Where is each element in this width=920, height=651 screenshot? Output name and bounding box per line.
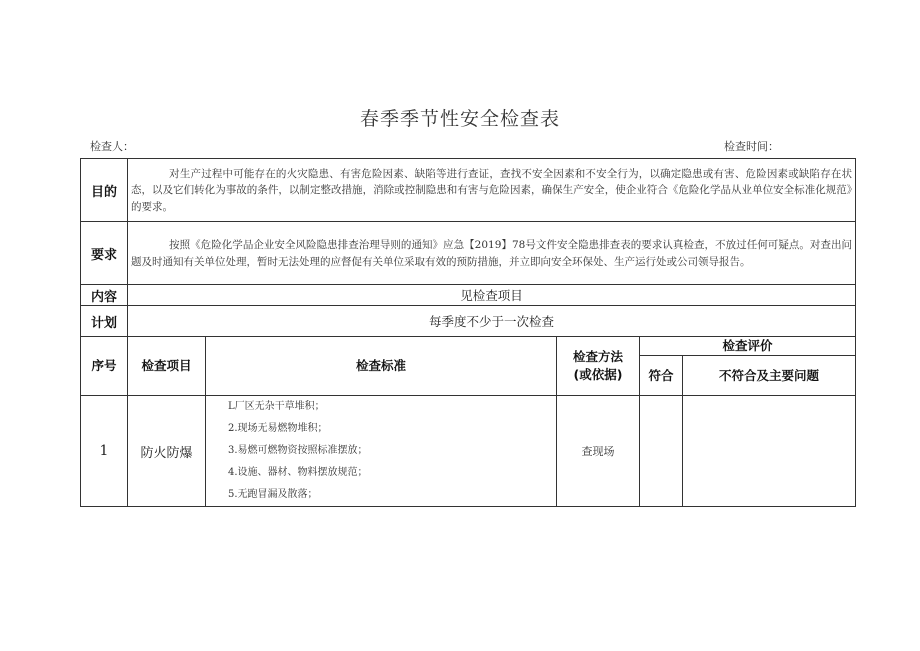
inspector-label: 检查人： [90,140,134,153]
header-method [557,337,640,396]
criteria-line: 4.设施、器材、物料摆放规范； [228,467,368,478]
row-criteria [206,396,557,507]
criteria-line: 2.现场无易燃物堆积； [228,423,328,434]
header-method-line1: 检查方法 [572,349,623,364]
inspection-table [80,158,856,507]
requirement-row [81,222,856,285]
header-item: 检查项目 [128,337,206,396]
row-conform-cell[interactable] [640,396,683,507]
purpose-label: 目的 [81,159,128,222]
row-seq: 1 [81,396,128,507]
content-value: 见检查项目 [128,285,856,306]
row-issues-cell[interactable] [683,396,856,507]
content-row [81,285,856,306]
header-conform: 符合 [640,356,683,396]
plan-row [81,306,856,337]
plan-value: 每季度不少于一次检查 [128,306,856,337]
purpose-row [81,159,856,222]
content-label: 内容 [81,285,128,306]
requirement-text [128,222,856,285]
header-method-line2: (或依据) [573,367,623,382]
plan-label: 计划 [81,306,128,337]
header-row [81,337,856,356]
purpose-text [128,159,856,222]
requirement-label: 要求 [81,222,128,285]
criteria-line: 5.无跑冒漏及散落； [228,489,318,500]
table-row [81,396,856,507]
inspection-time-label: 检查时间： [724,140,779,153]
criteria-line: 3.易燃可燃物资按照标准摆放； [228,445,368,456]
header-seq: 序号 [81,337,128,396]
header-evaluation: 检查评价 [640,337,856,356]
page-title: 春季季节性安全检查表 [359,108,560,130]
header-nonconform: 不符合及主要问题 [683,356,856,396]
criteria-line: L厂区无杂干草堆积； [228,401,325,412]
row-item: 防火防爆 [128,396,206,507]
row-method: 查现场 [557,396,640,507]
header-standard: 检查标准 [206,337,557,396]
purpose-text-body: 对生产过程中可能存在的火灾隐患、有害危险因素、缺陷等进行查证，查找不安全因素和不安全行为，以确定隐患或有害、危险因素或缺陷存在状态，以及它们转化为事故的条件，以制定整改措施，消除或控制隐患和有害与危险因素，确保生产安全，使企业符合《危险化学品从业单位安全标准化规范》的要求。 [131,167,853,213]
requirement-text-body: 按照《危险化学品企业安全风险隐患排查治理导则的通知》应急【2019】78号文件安全隐患排查表的要求认真检查，不放过任何可疑点。对查出问题及时通知有关单位处理，暂时无法处理的应督促有关单位采取有效的预防措施，并立即向安全环保处、生产运行处或公司领导报告。 [131,238,853,268]
